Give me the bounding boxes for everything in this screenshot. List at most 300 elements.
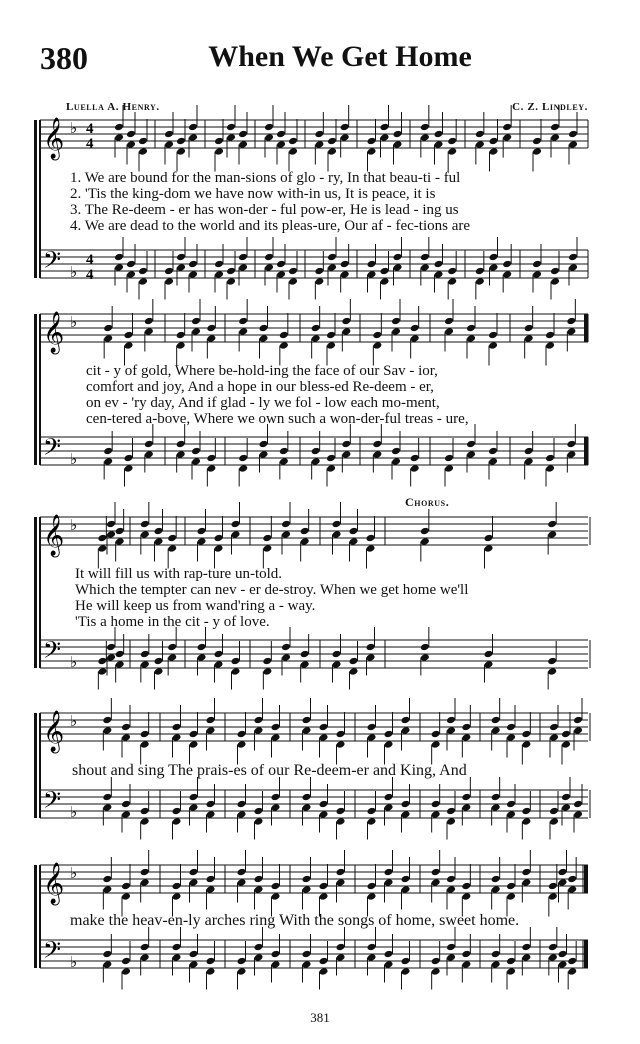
note-head	[524, 457, 534, 466]
treble-clef-icon: 𝄞	[43, 118, 65, 159]
note-head	[214, 534, 224, 543]
note-head	[489, 137, 499, 146]
note-head	[393, 130, 403, 139]
note-head	[547, 520, 557, 529]
note-head	[521, 817, 531, 826]
note-head	[568, 263, 578, 272]
note-head	[384, 868, 394, 877]
note-head	[106, 520, 116, 529]
note-head	[566, 440, 576, 449]
note-head	[384, 878, 394, 887]
note-head	[314, 140, 324, 149]
note-head	[491, 960, 501, 969]
note-head	[466, 450, 476, 459]
note-head	[144, 450, 154, 459]
note-head	[372, 450, 382, 459]
note-head	[279, 457, 289, 466]
note-head	[372, 331, 382, 340]
flat-icon: ♭	[70, 450, 78, 468]
note-head	[506, 892, 516, 901]
note-head	[326, 454, 336, 463]
note-head	[189, 950, 199, 959]
note-head	[238, 263, 248, 272]
note-head	[341, 317, 351, 326]
note-head	[446, 943, 456, 952]
note-head	[420, 123, 430, 132]
note-head	[238, 140, 248, 149]
note-head	[191, 317, 201, 326]
system-bracket	[34, 517, 37, 668]
note-head	[121, 892, 131, 901]
note-head	[446, 953, 456, 962]
note-head	[521, 878, 531, 887]
note-head	[488, 341, 498, 350]
time-signature-bottom-treble: 4	[86, 136, 94, 152]
note-head	[491, 875, 501, 884]
note-head	[502, 270, 512, 279]
flat-icon: ♭	[70, 313, 78, 331]
note-head	[206, 716, 216, 725]
note-head	[271, 803, 281, 812]
note-head	[447, 267, 457, 276]
note-head	[102, 885, 112, 894]
note-head	[140, 650, 150, 659]
note-head	[191, 327, 201, 336]
note-head	[238, 130, 248, 139]
note-head	[332, 520, 342, 529]
note-head	[502, 260, 512, 269]
note-head	[138, 137, 148, 146]
note-head	[547, 667, 557, 676]
note-head	[558, 878, 568, 887]
note-head	[140, 740, 150, 749]
note-head	[349, 667, 359, 676]
note-head	[391, 317, 401, 326]
note-head	[506, 733, 516, 742]
note-head	[176, 263, 186, 272]
note-head	[484, 660, 494, 669]
note-head	[102, 960, 112, 969]
note-head	[191, 457, 201, 466]
note-head	[189, 793, 199, 802]
note-head	[367, 892, 377, 901]
note-head	[214, 270, 224, 279]
note-head	[524, 324, 534, 333]
treble-clef-icon: 𝄞	[43, 711, 65, 752]
note-head	[106, 530, 116, 539]
note-head	[488, 447, 498, 456]
note-head	[206, 454, 216, 463]
note-head	[262, 657, 272, 666]
note-head	[566, 317, 576, 326]
note-head	[140, 520, 150, 529]
note-head	[271, 960, 281, 969]
note-head	[447, 277, 457, 286]
note-head	[521, 953, 531, 962]
note-head	[140, 868, 150, 877]
note-head	[262, 544, 272, 553]
note-head	[566, 327, 576, 336]
note-head	[410, 464, 420, 473]
note-head	[311, 447, 321, 456]
lyric-line: cen-tered a-bove, Where we own such a won-der-ful treas - ure,	[86, 411, 469, 427]
note-head	[367, 723, 377, 732]
note-head	[393, 263, 403, 272]
note-head	[114, 123, 124, 132]
note-head	[340, 133, 350, 142]
note-head	[561, 740, 571, 749]
note-head	[140, 943, 150, 952]
note-head	[238, 327, 248, 336]
note-head	[197, 653, 207, 662]
note-head	[521, 943, 531, 952]
note-head	[226, 277, 236, 286]
note-head	[314, 267, 324, 276]
lyric-line: on ev - 'ry day, And if glad - ly we fol - low each mo-ment,	[86, 395, 440, 411]
note-head	[300, 660, 310, 669]
note-head	[491, 716, 501, 725]
note-head	[206, 967, 216, 976]
note-head	[264, 123, 274, 132]
note-head	[115, 527, 125, 536]
note-head	[434, 270, 444, 279]
note-head	[172, 817, 182, 826]
note-head	[238, 454, 248, 463]
note-head	[121, 810, 131, 819]
treble-clef-icon: 𝄞	[43, 515, 65, 556]
note-head	[103, 324, 113, 333]
note-head	[276, 260, 286, 269]
note-head	[279, 331, 289, 340]
note-head	[549, 807, 559, 816]
note-head	[237, 957, 247, 966]
note-head	[226, 267, 236, 276]
note-head	[573, 726, 583, 735]
lyricist-credit: Luella A. Henry.	[66, 101, 160, 113]
note-head	[311, 324, 321, 333]
note-head	[281, 653, 291, 662]
note-head	[446, 726, 456, 735]
note-head	[384, 793, 394, 802]
note-head	[140, 817, 150, 826]
note-head	[484, 650, 494, 659]
note-head	[461, 803, 471, 812]
hymn-number: 380	[40, 40, 88, 76]
note-head	[102, 875, 112, 884]
chorus-label: Chorus.	[405, 495, 450, 509]
note-head	[367, 733, 377, 742]
note-head	[197, 643, 207, 652]
note-head	[521, 740, 531, 749]
note-head	[115, 650, 125, 659]
note-head	[319, 957, 329, 966]
note-head	[332, 660, 342, 669]
time-signature-top-bass: 4	[86, 252, 94, 268]
note-head	[288, 147, 298, 156]
note-head	[461, 723, 471, 732]
note-head	[401, 726, 411, 735]
note-head	[567, 885, 577, 894]
note-head	[167, 643, 177, 652]
system-bracket	[34, 865, 37, 968]
note-head	[188, 123, 198, 132]
note-head	[341, 450, 351, 459]
note-head	[176, 137, 186, 146]
note-head	[466, 440, 476, 449]
note-head	[349, 527, 359, 536]
note-head	[124, 341, 134, 350]
note-head	[336, 730, 346, 739]
note-head	[154, 527, 164, 536]
note-head	[226, 133, 236, 142]
note-head	[327, 137, 337, 146]
note-head	[349, 657, 359, 666]
note-head	[231, 520, 241, 529]
lyric-line: It will fill us with rap-ture un-told.	[75, 566, 283, 582]
note-head	[206, 875, 216, 884]
note-head	[259, 334, 269, 343]
note-head	[367, 882, 377, 891]
note-head	[319, 733, 329, 742]
note-head	[549, 733, 559, 742]
note-head	[319, 882, 329, 891]
note-head	[506, 810, 516, 819]
note-head	[237, 800, 247, 809]
note-head	[276, 130, 286, 139]
note-head	[466, 334, 476, 343]
note-head	[550, 267, 560, 276]
note-head	[254, 953, 264, 962]
note-head	[434, 260, 444, 269]
note-head	[276, 140, 286, 149]
note-head	[231, 667, 241, 676]
note-head	[319, 800, 329, 809]
note-head	[206, 334, 216, 343]
note-head	[114, 133, 124, 142]
note-head	[410, 334, 420, 343]
note-head	[502, 133, 512, 142]
note-head	[573, 716, 583, 725]
note-head	[167, 544, 177, 553]
note-head	[566, 450, 576, 459]
note-head	[561, 730, 571, 739]
note-head	[302, 716, 312, 725]
note-head	[384, 730, 394, 739]
note-head	[488, 457, 498, 466]
note-head	[188, 133, 198, 142]
note-head	[281, 520, 291, 529]
note-head	[366, 544, 376, 553]
note-head	[336, 807, 346, 816]
note-head	[532, 260, 542, 269]
flat-icon: ♭	[70, 653, 78, 671]
note-head	[341, 440, 351, 449]
note-head	[138, 277, 148, 286]
note-head	[176, 253, 186, 262]
note-head	[237, 740, 247, 749]
note-head	[167, 653, 177, 662]
note-head	[573, 800, 583, 809]
note-head	[521, 807, 531, 816]
note-head	[431, 878, 441, 887]
note-head	[237, 878, 247, 887]
note-head	[172, 953, 182, 962]
note-head	[126, 140, 136, 149]
note-head	[466, 324, 476, 333]
note-head	[366, 534, 376, 543]
treble-clef-icon: 𝄞	[43, 312, 65, 353]
note-head	[447, 137, 457, 146]
hymn-title: When We Get Home	[208, 40, 472, 73]
note-head	[431, 800, 441, 809]
note-head	[446, 885, 456, 894]
note-head	[172, 943, 182, 952]
note-head	[172, 807, 182, 816]
note-head	[176, 331, 186, 340]
note-head	[121, 882, 131, 891]
note-head	[264, 133, 274, 142]
note-head	[189, 960, 199, 969]
note-head	[446, 716, 456, 725]
note-head	[521, 730, 531, 739]
note-head	[281, 643, 291, 652]
note-head	[144, 440, 154, 449]
note-head	[189, 868, 199, 877]
note-head	[475, 277, 485, 286]
note-head	[549, 723, 559, 732]
note-head	[121, 957, 131, 966]
note-head	[491, 803, 501, 812]
note-head	[367, 807, 377, 816]
note-head	[103, 447, 113, 456]
note-head	[384, 740, 394, 749]
note-head	[550, 277, 560, 286]
note-head	[549, 817, 559, 826]
note-head	[97, 667, 107, 676]
note-head	[188, 270, 198, 279]
note-head	[140, 730, 150, 739]
note-head	[106, 653, 116, 662]
bass-clef-icon: 𝄢	[43, 786, 62, 819]
note-head	[547, 657, 557, 666]
note-head	[254, 943, 264, 952]
note-head	[311, 457, 321, 466]
note-head	[271, 892, 281, 901]
note-head	[461, 950, 471, 959]
note-head	[176, 341, 186, 350]
note-head	[140, 807, 150, 816]
note-head	[254, 726, 264, 735]
note-head	[302, 960, 312, 969]
bass-clef-icon: 𝄢	[43, 936, 62, 969]
note-head	[366, 643, 376, 652]
note-head	[206, 800, 216, 809]
note-head	[302, 803, 312, 812]
flat-icon: ♭	[70, 263, 78, 281]
note-head	[434, 140, 444, 149]
note-head	[300, 650, 310, 659]
note-head	[140, 530, 150, 539]
page-number: 381	[310, 1010, 330, 1025]
note-head	[332, 650, 342, 659]
note-head	[506, 882, 516, 891]
note-head	[172, 882, 182, 891]
system-bracket	[34, 713, 37, 818]
note-head	[367, 147, 377, 156]
lyric-line: comfort and joy, And a hope in our bless-ed Re-deem - er,	[86, 379, 434, 395]
note-head	[276, 270, 286, 279]
note-head	[126, 270, 136, 279]
note-head	[431, 957, 441, 966]
note-head	[102, 726, 112, 735]
note-head	[172, 733, 182, 742]
note-head	[372, 440, 382, 449]
lyric-line: 3. The Re-deem - er has won-der - ful pow-er, He is lead - ing us	[70, 202, 459, 218]
note-head	[488, 331, 498, 340]
note-head	[532, 137, 542, 146]
note-head	[550, 133, 560, 142]
note-head	[475, 267, 485, 276]
bass-clef-icon: 𝄢	[43, 433, 62, 466]
note-head	[326, 464, 336, 473]
note-head	[367, 137, 377, 146]
note-head	[532, 270, 542, 279]
note-head	[420, 537, 430, 546]
note-head	[259, 450, 269, 459]
note-head	[319, 723, 329, 732]
note-head	[237, 730, 247, 739]
note-head	[401, 967, 411, 976]
note-head	[420, 653, 430, 662]
note-head	[144, 317, 154, 326]
note-head	[340, 270, 350, 279]
note-head	[238, 253, 248, 262]
bass-clef-icon: 𝄢	[43, 636, 62, 669]
note-head	[475, 140, 485, 149]
note-head	[115, 660, 125, 669]
note-head	[431, 740, 441, 749]
flat-icon: ♭	[70, 516, 78, 534]
system-bracket	[34, 314, 37, 465]
note-head	[238, 464, 248, 473]
note-head	[115, 537, 125, 546]
note-head	[548, 943, 558, 952]
time-signature-bottom-bass: 4	[86, 267, 94, 283]
note-head	[311, 334, 321, 343]
note-head	[288, 137, 298, 146]
note-head	[332, 530, 342, 539]
note-head	[164, 140, 174, 149]
note-head	[214, 137, 224, 146]
note-head	[446, 875, 456, 884]
lyric-line: shout and sing The prais-es of our Re-deem-er and King, And	[72, 762, 467, 779]
note-head	[484, 534, 494, 543]
note-head	[214, 544, 224, 553]
note-head	[97, 544, 107, 553]
flat-icon: ♭	[70, 119, 78, 137]
note-head	[336, 953, 346, 962]
note-head	[279, 447, 289, 456]
note-head	[506, 800, 516, 809]
note-head	[189, 878, 199, 887]
note-head	[431, 868, 441, 877]
note-head	[206, 464, 216, 473]
note-head	[561, 803, 571, 812]
note-head	[231, 657, 241, 666]
lyric-line: He will keep us from wand'ring a - way.	[75, 598, 316, 614]
note-head	[102, 716, 112, 725]
note-head	[545, 331, 555, 340]
